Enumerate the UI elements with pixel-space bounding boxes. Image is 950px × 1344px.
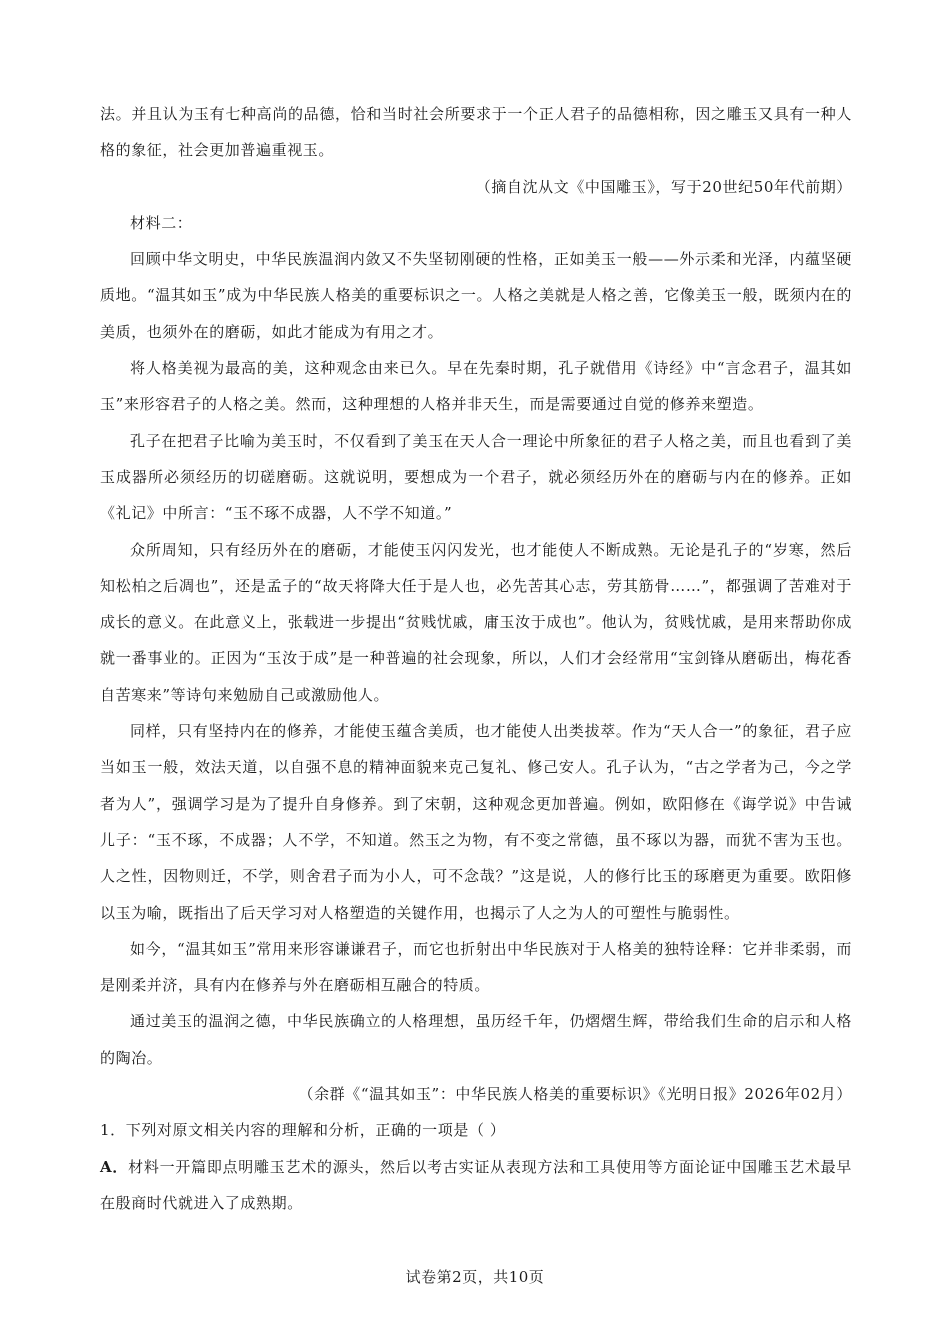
material-2-paragraph: 将人格美视为最高的美，这种观念由来已久。早在先秦时期，孔子就借用《诗经》中“言念君子，温其如玉”来形容君子的人格之美。然而，这种理想的人格并非天生，而是需要通过自觉的修养来塑造。 [100, 359, 852, 414]
document-page [100, 96, 852, 1221]
source-citation-2: （余群《“温其如玉”：中华民族人格美的重要标识》《光明日报》2026年02月） [298, 1085, 852, 1104]
material-2-paragraph: 众所周知，只有经历外在的磨砺，才能使玉闪闪发光，也才能使人不断成熟。无论是孔子的“岁寒，然后知松柏之后凋也”，还是孟子的“故天将降大任于是人也，必先苦其心志，劳其筋骨……”，都强调了苦难对于成长的意义。在此意义上，张载进一步提出“贫贱忧戚，庸玉汝于成也”。他认为，贫贱忧戚，是用来帮助你成就一番事业的。正因为“玉汝于成”是一种普遍的社会现象，所以，人们才会经常用“宝剑锋从磨砺出，梅花香自苦寒来”等诗句来勉励自己或激励他人。 [100, 540, 852, 704]
material-2-paragraph: 通过美玉的温润之德，中华民族确立的人格理想，虽历经千年，仍熠熠生辉，带给我们生命的启示和人格的陶冶。 [100, 1012, 852, 1067]
material-2-paragraph: 如今，“温其如玉”常用来形容谦谦君子，而它也折射出中华民族对于人格美的独特诠释：它并非柔弱，而是刚柔并济，具有内在修养与外在磨砺相互融合的特质。 [100, 939, 852, 995]
material-2-paragraph: 同样，只有坚持内在的修养，才能使玉蕴含美质，也才能使人出类拔萃。作为“天人合一”的象征，君子应当如玉一般，效法天道，以自强不息的精神面貌来克己复礼、修己安人。孔子认为，“古之学者为己，今之学者为人”，强调学习是为了提升自身修养。到了宋朝，这种观念更加普遍。例如，欧阳修在《诲学说》中告诫儿子：“玉不琢，不成器；人不学，不知道。然玉之为物，有不变之常德，虽不琢以为器，而犹不害为玉也。人之性，因物则迁，不学，则舍君子而为小人，可不念哉？”这是说，人的修行比玉的琢磨更为重要。欧阳修以玉为喻，既指出了后天学习对人格塑造的关键作用，也揭示了人之为人的可塑性与脆弱性。 [100, 722, 852, 922]
continuation-paragraph: 法。并且认为玉有七种高尚的品德，恰和当时社会所要求于一个正人君子的品德相称，因之雕玉又具有一种人格的象征，社会更加普遍重视玉。 [100, 105, 852, 160]
page-footer: 试卷第2页，共10页 [405, 1268, 545, 1286]
question-1-stem: 1．下列对原文相关内容的理解和分析，正确的一项是（ ） [100, 1121, 506, 1140]
material-2-paragraph: 孔子在把君子比喻为美玉时，不仅看到了美玉在天人合一理论中所象征的君子人格之美，而且也看到了美玉成器所必须经历的切磋磨砺。这就说明，要想成为一个君子，就必须经历外在的磨砺与内在的修养。正如《礼记》中所言：“玉不琢不成器，人不学不知道。” [100, 431, 852, 523]
source-citation-1: （摘自沈从文《中国雕玉》，写于20世纪50年代前期） [475, 177, 852, 196]
material-2-heading: 材料二： [130, 213, 193, 232]
option-a-label: A． [100, 1157, 129, 1176]
option-a-text: 材料一开篇即点明雕玉艺术的源头，然后以考古实证从表现方法和工具使用等方面论证中国雕玉艺术最早在殷商时代就进入了成熟期。 [100, 1157, 852, 1212]
material-2-paragraph: 回顾中华文明史，中华民族温润内敛又不失坚韧刚硬的性格，正如美玉一般——外示柔和光泽，内蕴坚硬质地。“温其如玉”成为中华民族人格美的重要标识之一。人格之美就是人格之善，它像美玉一般，既须内在的美质，也须外在的磨砺，如此才能成为有用之才。 [100, 250, 852, 341]
question-1-option-a [100, 1149, 852, 1222]
